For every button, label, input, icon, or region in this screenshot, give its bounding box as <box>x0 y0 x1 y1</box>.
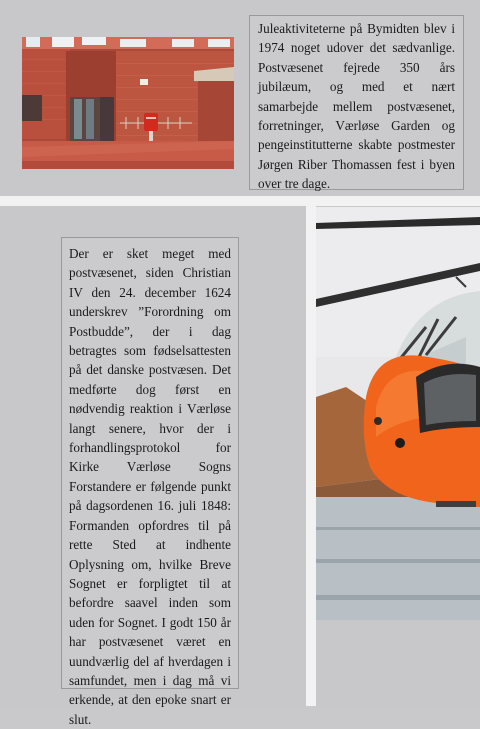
post-office-illustration <box>22 37 234 169</box>
history-paragraph: Der er sket meget med postvæsenet, siden Christian IV den 24. december 1624 underskrev ”Forordning om Postbudde”, der i dag betragtes som fødselsattesten på det danske postvæsen. Det medførte dog først en nødvendig reaktion i Værløse langt senere, hvor der i forhandlingsprotokol for Kirke Værløse Sogns Forstandere er følgende punkt på dagsordenen 16. juli 1848: Formanden opfordres til på rette Sted at indhente Oplysning om, hvilke Breve Sognet er forpligtet til at befordre saavel inden som uden for Sognet. I godt 150 år har postvæsenet været en uundværlig del af hverdagen i samfundet, men i dag må vi erkende, at den epoke snart er slut. <box>69 246 231 727</box>
history-text-box <box>61 237 239 727</box>
helicopter-illustration <box>316 207 480 620</box>
bottom-right-panel <box>316 620 480 706</box>
intro-paragraph: Juleaktiviteterne på Bymidten blev i 1974 noget udover det sædvanlige. Postvæsenet fejrede 350 års jubilæum, og med et nært samarbejde mellem postvæsenet, forretninger, Værløse Garden og pengeinstitutterne skabte postmester Jørgen Riber Thomassen fest i byen over tre dage. <box>258 21 455 192</box>
post-office-photo <box>22 37 234 169</box>
intro-text-box <box>249 15 464 190</box>
horizontal-divider <box>0 196 480 206</box>
helicopter-photo <box>316 207 480 620</box>
vertical-divider <box>306 206 316 706</box>
